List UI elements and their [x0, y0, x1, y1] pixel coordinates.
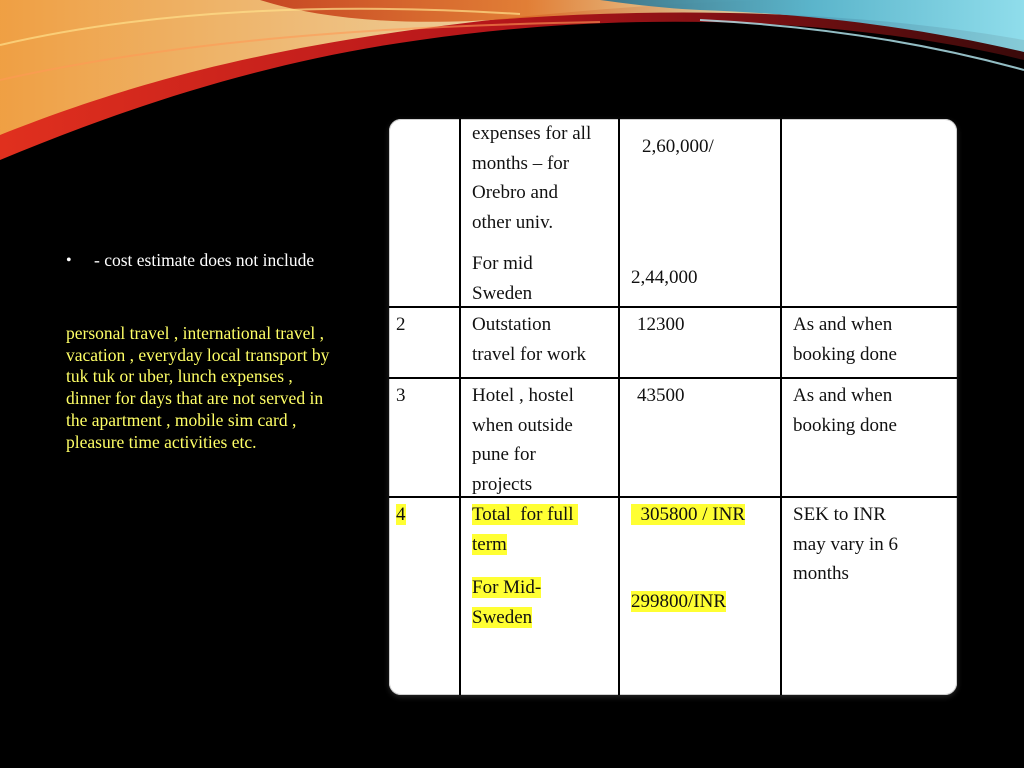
left-text-panel — [66, 250, 336, 453]
table-cell-amount-outstation: 12300 — [637, 314, 685, 335]
table-cell-number: 2 — [396, 314, 406, 335]
table-cell-item-hotel: Hotel , hostel when outside pune for projects — [472, 385, 574, 495]
table-row-divider — [389, 377, 957, 379]
highlighted-mid-sweden-line1: For Mid- — [472, 577, 542, 598]
bullet-text: - cost estimate does not include — [94, 250, 315, 270]
highlighted-total-line2: term — [472, 533, 507, 555]
table-cell-item-expenses: expenses for all months – for Orebro and other univ. — [472, 123, 592, 233]
table-cell-amount-mid-sweden: 2,44,000 — [631, 267, 698, 288]
table-cell-amount-mid-sweden-total — [631, 587, 726, 617]
table-column-divider — [459, 119, 461, 695]
table-column-divider — [618, 119, 620, 695]
table-cell-note-exchange: SEK to INR may vary in 6 months — [793, 504, 899, 584]
bullet-item — [66, 250, 336, 271]
table-cell-item-mid-sweden: For mid Sweden — [472, 253, 533, 304]
table-cell-item-outstation: Outstation travel for work — [472, 314, 586, 365]
table-cell-note-hotel: As and when booking done — [793, 385, 897, 436]
exclusions-note: personal travel , international travel , vacation , everyday local transport by tuk tuk or uber, lunch expenses , dinner for days that are not served in the apartment , mobile sim card , pleasure time activities etc. — [66, 323, 330, 452]
cost-table — [389, 119, 957, 695]
highlighted-mid-sweden-amount: 299800/INR — [631, 591, 726, 612]
table-cell-amount-hotel: 43500 — [637, 385, 685, 406]
table-cell-amount-expenses: 2,60,000/ — [642, 136, 714, 157]
highlighted-total-amount: 305800 / INR — [631, 504, 745, 525]
table-cell-amount-total — [631, 500, 745, 530]
table-cell-note-outstation: As and when booking done — [793, 314, 897, 365]
table-column-divider — [780, 119, 782, 695]
table-cell-number-highlighted — [396, 500, 406, 530]
bullet-dot: • — [66, 252, 72, 269]
highlighted-mid-sweden-line2: Sweden — [472, 606, 533, 628]
table-cell-number: 3 — [396, 385, 406, 406]
table-cell-item-total — [472, 500, 578, 559]
table-cell-item-mid-sweden-total — [472, 573, 541, 632]
highlighted-total-line1: Total for full — [472, 504, 579, 525]
highlighted-number: 4 — [396, 504, 406, 525]
